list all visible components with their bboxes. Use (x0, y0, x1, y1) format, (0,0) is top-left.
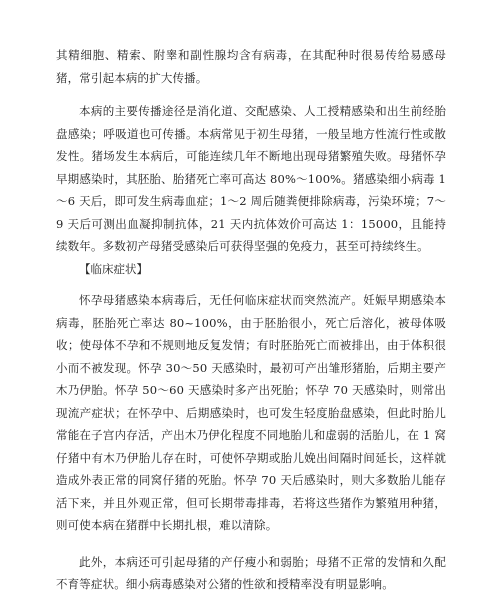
paragraph-clinical-symptoms: 怀孕母猪感染本病毒后，无任何临床症状而突然流产。妊娠早期感染本病毒，胚胎死亡率达 80~100%，由于胚胎很小，死亡后溶化，被母体吸收；使母体不孕和不规则地反复发情；有时胚胎死亡而被排出，由于体积很小而不被发现。怀孕 30～50 天感染时，最初可产出雏形猪胎，后期主要产木乃伊胎。怀孕 50～60 天感染时多产出死胎；怀孕 70 天感染时，则常出现流产症状；在怀孕中、后期感染时，也可发生轻度胎盘感染，但此时胎儿常能在子宫内存活，产出木乃伊化程度不同地胎儿和虚弱的活胎儿，在 1 窝仔猪中有木乃伊胎儿存在时，可使怀孕期或胎儿娩出间隔时间延长，这样就造成外表正常的同窝仔猪的死胎。怀孕 70 天后感染时，则大多数胎儿能存活下来，并且外观正常，但可长期带毒排毒，若将这些猪作为繁殖用种猪，则可使本病在猪群中长期扎根，难以清除。 (56, 293, 446, 532)
paragraph-other-effects: 此外，本病还可引起母猪的产仔瘦小和弱胎；母猪不正常的发情和久配不育等症状。细小病毒感染对公猪的性欲和授精率没有明显影响。 (56, 554, 446, 591)
paragraph-transmission-routes: 本病的主要传播途径是消化道、交配感染、人工授精感染和出生前经胎盘感染；呼吸道也可传播。本病常见于初生母猪，一般呈地方性流行性或散发性。猪场发生本病后，可能连续几年不断地出现母猪繁殖失败。母猪怀孕早期感染时，其胚胎、胎猪死亡率可高达 80%～100%。猪感染细小病毒 1～6 天后，即可发生病毒血症；1～2 周后随粪便排除病毒，污染环境；7～9 天后可测出血凝抑制抗体，21 天内抗体效价可高达 1：15000，且能持续数年。多数初产母猪受感染后可获得坚强的免疫力，甚至可持续终生。 (56, 104, 446, 253)
paragraph-transmission-semen: 其精细胞、精索、附睾和副性腺均含有病毒，在其配种时很易传给易感母猪，常引起本病的扩大传播。 (56, 48, 446, 85)
section-heading-clinical-symptoms: 【临床症状】 (79, 261, 148, 276)
